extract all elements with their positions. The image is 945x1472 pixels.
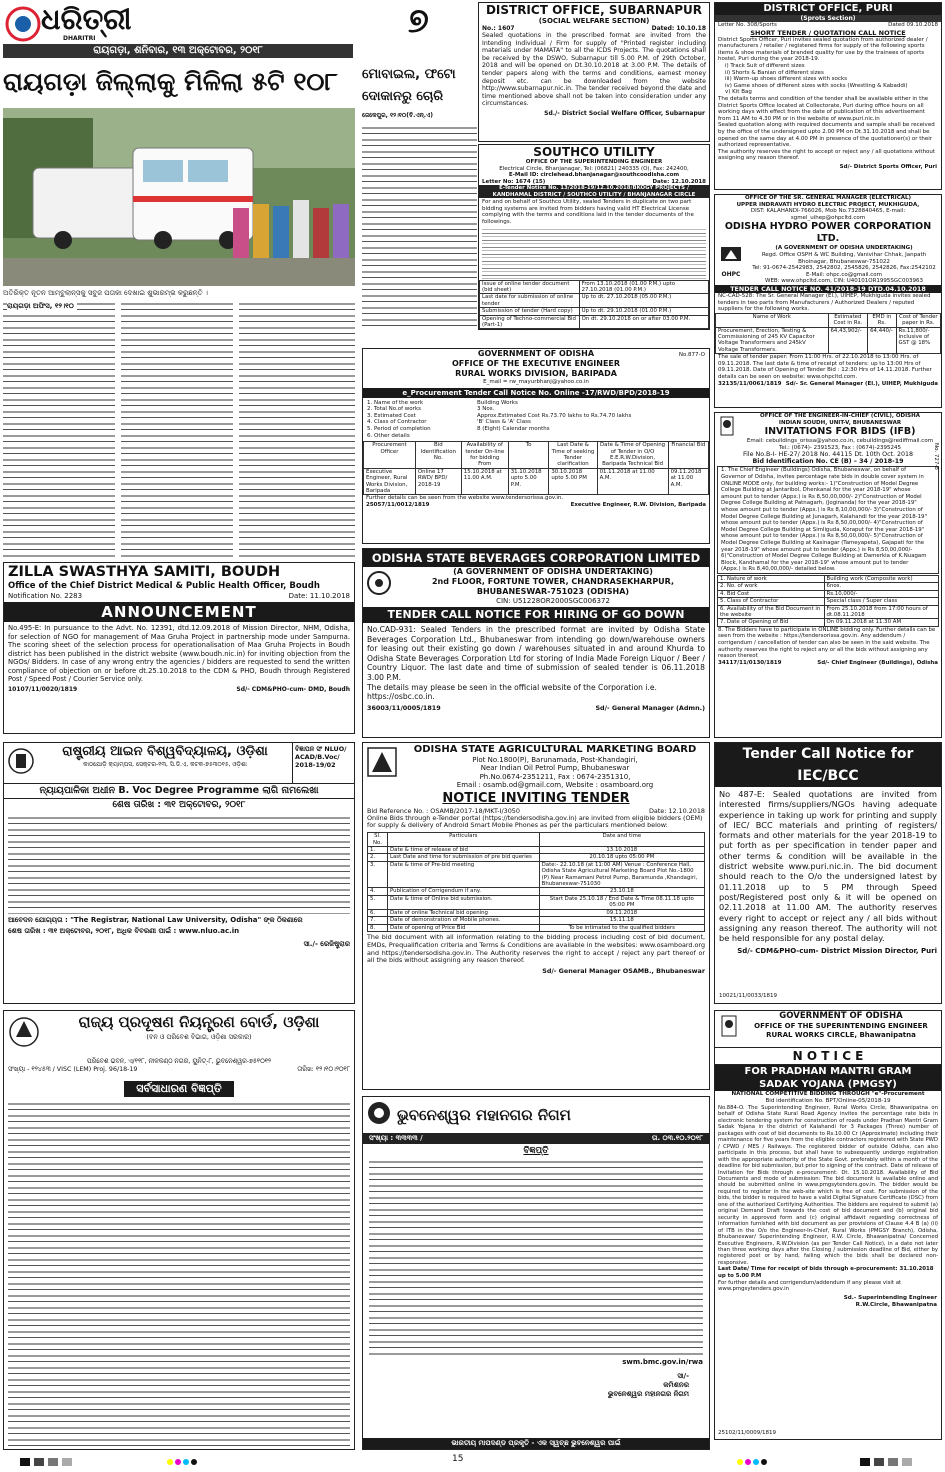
pcb-addr: ପରିବେଶ ଭବନ, ଏ/୧୧୮, ନୀଳକଣ୍ଠ ନଗର, ୟୁନିଟ୍-୮, ଭୁବନେଶ୍ୱର-୭୫୧୦୧୨ — [86, 1058, 272, 1065]
osamb-a4: Email : osamb.od@gmail.com, Website : osamboard.org — [456, 781, 654, 790]
pcb-no: ସଂଖ୍ୟା - ୧୨୪୫୩ / VISC (LEM) Proj. 96/18-19 — [8, 1066, 138, 1073]
pcb-body — [8, 1100, 350, 1450]
southco-sub2: Electrical Circle, Bhanjanagar, Tel: (06821) 240335 (O), Fax: 242400, — [499, 165, 689, 172]
ohpc-code: 32135/11/0061/1819 — [718, 380, 782, 387]
subarnapur-signature: Sd./- District Social Welfare Officer, Subarnapur — [544, 109, 705, 117]
nluo-deadline: ଶେଷ ତାରିଖ : ୩୧ ଅକ୍ଟୋବର, ୨୦୧୮ — [112, 800, 246, 810]
rwc-body: No.884-O. The Superintending Engineer, Rural Works Circle, Bhawanipatna on behalf of Odisha State Rural Road Agency invites the percentage rate bids in electronic tendering system for construction of roads under Pradhan Mantri Gram Sadak Yojana in the district of Kalahandi for 3 Packages (Three) number of packages with cost of bid documents to Rs.10.00 Cr (Approximate) including their maintenance for five years from the eligible contractors registered with State PWD / CPWD / MES / Railways. The registered bidder of outside Odisha, can also participate in this process, but shall have to subsequently undergo registration with the appropriate authority of the State Govt. preferably within a month of the deadline for bid submission, but prior to signing of the contract. Date of release of Invitation for Bids through e-procurement: Dt. 15.10.2018. Availability of Bid Documents and mode of submission: The bid document is available online and should be submitted online in www.pmgsytenders.gov.in. The bidder would be required to register in the web-site which is free of cost. For submission of the bids, the bidder is required to have a valid Digital Signature Certificate (DSC) from one of the authorized Certifying Authorities. The bidders are required to submit (a) original Demand Draft towards the cost of bid document and (b) original bid security in approved form and (c) original affidavit regarding correctness of information furnished with bid document as per provisions of Clause 4.4 B (a) (ii) of ITB in the O/o the Engineer-In-Chief, Rural Works (PMGSY Branch), Odisha, Bhubaneswar/ Superintending Engineer, R.W. Circle, Bhawanipatna/ Concerned Executive Engineers, R.W.Division (as per Tender Call Notice), in a date not later than three working days after the Closing / submission deadline of Bid, either by registered post or by hand, failing which the bids shall be declared non-responsive. — [718, 1105, 938, 1266]
southco-sub3: E-Mail ID: circlehead.bhanjanagar@southcoodisha.com — [508, 172, 680, 179]
nluo-last: ଶେଷ ତାରିଖ : ୩୧ ଅକ୍ଟୋବର, ୨୦୧୮, ଅଧିକ ବିବରଣୀ ପାଇଁ : www.nluo.ac.in — [8, 927, 240, 935]
bmc-body — [369, 1158, 703, 1358]
ohpc-logo: OHPC — [715, 245, 747, 285]
osamb-notice — [362, 742, 710, 1090]
nluo-body — [8, 814, 350, 914]
rwd-notice-title: e_Procurement Tender Call Notice No. Online -17/RWD/BPD/2018-19 — [363, 388, 709, 398]
osbc-title: ODISHA STATE BEVERAGES CORPORATION LIMITED — [363, 549, 709, 567]
osbc-sub3: BHUBANESWAR-751023 (ODISHA) — [476, 587, 630, 596]
main-headline: ରାୟଗଡ଼ା ଜିଲ୍ଲାକୁ ମିଳିଲା ୫ଟି ୧୦୮ — [3, 67, 338, 96]
ohpc-notice — [714, 194, 942, 408]
nluo-heading: ନ୍ୟାୟପାଳିକା ଅଧୀନ B. Voc Degree Programme ଲାଗି ନାମଲେଖା — [4, 784, 354, 799]
registration-marks-icon — [0, 1454, 945, 1470]
iec-code: 10021/11/0033/1819 — [719, 993, 778, 1000]
rwc-t1: GOVERNMENT OF ODISHA — [779, 1011, 903, 1021]
osamb-signature: Sd/- General Manager OSAMB., Bhubaneswar — [542, 967, 705, 976]
subarnapur-no: No.: 1607 — [482, 25, 515, 32]
bmc-heading: ବିଜ୍ଞପ୍ତି — [523, 1146, 549, 1156]
ifb-heading: INVITATIONS FOR BIDS (IFB) — [764, 426, 916, 438]
zss-sub: Office of the Chief District Medical & Public Health Officer, Boudh — [8, 581, 320, 591]
rwd-baripada-notice — [362, 348, 710, 544]
pcb-title: ରାଜ୍ୟ ପ୍ରଦୂଷଣ ନିୟନ୍ତ୍ରଣ ବୋର୍ଡ, ଓଡ଼ିଶା — [78, 1013, 320, 1031]
bmc-logo-icon — [366, 1100, 392, 1126]
osbc-sub1: (A GOVERNMENT OF ODISHA UNDERTAKING) — [453, 567, 653, 576]
rwd-title2: OFFICE OF THE EXECUTIVE ENGINEER — [451, 359, 621, 368]
rwc-web: For further details and corrigendum/addendum if any please visit at www.pmgsytenders.gov.in — [718, 1279, 902, 1293]
masthead — [3, 2, 473, 60]
print-color-bar — [0, 1454, 945, 1470]
rwc-code: 25102/11/0009/1819 — [718, 1430, 777, 1437]
puri-items: i) Track Suit of different sizes ii) Shorts & Banian of different sizes iii) Warm-up shoes different sizes with socks iv) Game shoes of different sizes with socks (Wrestling & Kabaddi) v) Kit Bag — [725, 62, 908, 96]
ohpc-tel: Tel: 91-0674-2542983, 2542802, 2545826, 2542826, Fax:2542102 — [752, 265, 936, 272]
rwd-email: E_mail = rw_mayurbhanj@yahoo.co.in — [483, 379, 589, 385]
zss-signature: Sd/- CDM&PHO-cum- DMD, Boudh — [236, 685, 350, 693]
osamb-a1: Plot No.1800(P), Barunamada, Post-Khandagiri, — [472, 756, 638, 764]
rwc-bid: Bid identification No. BPT/Online-05/2018-19 — [765, 1098, 891, 1104]
southco-letter: Letter No: 1674 (15) — [482, 178, 546, 185]
osamb-date: Date: 12.10.2018 — [648, 806, 705, 815]
zss-title: ZILLA SWASTHYA SAMITI, BOUDH — [8, 564, 281, 580]
nluo-sub: କାଠଯୋଡ଼ି କ୍ୟାମ୍ପସ, ସେକ୍ଟର-୧୩, ସି.ଡି.ଏ, କଟକ-୭୫୩୦୧୫, ଓଡ଼ିଶା — [83, 761, 247, 768]
rwd-foot: Further details can be seen from the website www.tendersorissa.gov.in. — [366, 495, 564, 502]
story-dateline: ରାୟଗଡ଼ା ଅଫିସ, ୧୨।୧୦ — [7, 302, 77, 311]
nluo-title: ରାଷ୍ଟ୍ରୀୟ ଆଇନ ବିଶ୍ୱବିଦ୍ୟାଳୟ, ଓଡ଼ିଶା — [62, 744, 268, 759]
puri-subtitle: (Sprots Section) — [715, 15, 941, 22]
puri-body4: The authority reserves the right to accept or reject any / all quotations without assigning any reason thereof. — [718, 148, 936, 162]
osbc-signature: Sd/- General Manager (Admn.) — [595, 703, 705, 712]
ohpc-addr: Regd. Office OSPH & WC Building, Vanivihar Chhak, Janpath Bhoinagar, Bhubaneswar-751022 — [761, 251, 927, 265]
southco-body: For and on behalf of Southco Utility, sealed Tenders in duplicate on two part bidding systems are invited from bidders having valid HT Electrical License complying with the terms and conditions laid in the tender documents of the followings. — [482, 199, 694, 225]
logo-sub: DHARITRI — [63, 35, 96, 42]
rwd-title1: GOVERNMENT OF ODISHA — [477, 349, 595, 358]
side-dateline: ଜେକେପୁର, ୧୨।୧୦(ବି.ଏନ୍.ଏ) — [362, 112, 433, 119]
southco-notice — [478, 144, 710, 330]
osamb-a3: Ph.No.0674-2351211, Fax : 0674-2351310, — [479, 772, 631, 781]
rwc-bhawanipatna-notice — [714, 1010, 942, 1440]
ohpc-signature: Sd/- Sr. General Manager (El.), UIHEP, Mukhiguda — [785, 380, 938, 387]
pcb-notice — [3, 1010, 355, 1450]
main-story-body — [3, 300, 355, 558]
bmc-no: ସଂଖ୍ୟା : ୩୩୩୩ / — [369, 1134, 423, 1142]
nluo-adv-no: ବିଜ୍ଞାପନ ସଂ NLUO/ ACAD/B.Voc/ 2018-19/02 — [292, 743, 354, 783]
ohpc-top2: UPPER INDRAVATI HYDRO ELECTRIC PROJECT, MUKHIGUDA, — [736, 201, 920, 208]
nluo-notice — [3, 742, 355, 1004]
pcb-heading: ସର୍ବସାଧାରଣ ବିଜ୍ଞପ୍ତି — [124, 1081, 233, 1097]
zss-body: No.495-E: In pursuance to the Advt. No. 12391, dtd.12.09.2018 of Mission Director, NHM, Odisha, for selection of NGO for management of Maa Gruha Project in partnership mode under Sampurna. The scoring sheet of the selection process for operationalisation of Maa Gruha Projects in Boudh district has been published in the district website (www.boudh.nic.in) for inviting objection from the NGOs/ Bidders. In case of any wrong entry the agencies / bidders are requested to send the written compliance of objection on or before dt.25.10.2018 to the CDM & PHO, Boudh through Registered Post / Speed Post / Courier Service only. — [8, 624, 350, 683]
zss-date: Date: 11.10.2018 — [288, 592, 350, 600]
osbc-cin: CIN: U51228OR2000SGC006372 — [496, 597, 610, 605]
ifb-t2: INDIAN SOUDH, UNIT-V, BHUBANESWAR — [778, 419, 902, 426]
rwc-signature-block: Sd.- Superintending Engineer R.W.Circle, Bhawanipatna — [843, 1294, 937, 1308]
rwd-title3: RURAL WORKS DIVISION, BARIPADA — [455, 369, 617, 378]
puri-body: District Sports Officer, Puri invites sealed quotation from authorized dealer / manufacturers / retailer / registered firms for supply of the following sports items & shoe materials of branded quality for use by the trainees of sports hostel, Puri during the year 2018-19. — [718, 36, 928, 63]
govt-emblem-icon — [717, 415, 737, 439]
subarnapur-subtitle: (SOCIAL WELFARE SECTION) — [538, 17, 650, 25]
ifb-no: No. 727-B — [933, 443, 939, 470]
bmc-notice — [362, 1096, 710, 1450]
nluo-logo-icon — [7, 746, 35, 776]
ambulance-photo-image — [3, 108, 355, 286]
osamb-title: ODISHA STATE AGRICULTURAL MARKETING BOARD — [413, 744, 697, 755]
zss-code: 10107/11/0020/1819 — [8, 685, 78, 693]
puri-letter-no: Letter No. 308/Sports — [718, 22, 777, 28]
ohpc-nc: NC-CAD-528: The Sr. General Manager (El.), UIHEP, Mukhiguda invites sealed tenders in two parts from Manufacturers / Authorized Dealers / reputed suppliers for the following works. — [718, 292, 931, 313]
ohpc-sub: (A GOVERNMENT OF ODISHA UNDERTAKING) — [775, 245, 913, 252]
ifb-bid: Bid Identification No. CE (B) – 34 / 2018-19 — [752, 458, 904, 466]
pcb-logo-icon — [8, 1015, 40, 1049]
ifb-signature: Sd/- Chief Engineer (Buildings), Odisha — [817, 659, 938, 666]
nluo-addr: ଆବେଦନ ଯୋଗ୍ୟତା : "The Registrar, National Law University, Odisha" ଙ୍କ ଠିକଣାରେ — [8, 916, 303, 924]
osamb-bidref: Bid Reference No. : OSAMB/2017-18/MKT-I/3050 — [367, 806, 520, 815]
osbc-logo — [363, 567, 397, 605]
subarnapur-title: DISTRICT OFFICE, SUBARNAPUR — [485, 3, 703, 17]
page-number: ୭ — [408, 1, 429, 41]
ifb-table: 1. Nature of work Building work (Composite work) 2. No. of work 6nos. 4. Bid Cost Rs.10,000/- 5. Class of Contractor Special class / Super class 6. Availability of the Bid Document in the website From 25.10.2018 from 17:00 hours of dt.08.11.2018 7. Date of Opening of Bid On 09.11.2018 at 11.30 AM — [717, 575, 939, 627]
ohpc-top3: DIST: KALAHANDI-766026, Mob No.7328840465, E-mail: sgmel_uihep@ohpcltd.com — [750, 208, 906, 221]
pcb-sub: (ବନ ଓ ପରିବେଶ ବିଭାଗ, ଓଡ଼ିଶା ସରକାର) — [146, 1033, 252, 1041]
ifb-t1: OFFICE OF THE ENGINEER-IN-CHIEF (CIVIL), ODISHA — [760, 413, 920, 419]
subarnapur-date: Dated: 10.10.18 — [651, 25, 706, 32]
side-headline: ମୋବାଇଲ, ଫଟୋ ଦୋକାନରୁ ଚୋରି — [362, 67, 456, 104]
zss-heading: ANNOUNCEMENT — [4, 602, 354, 622]
bmc-footer: ଭାରତୀୟ ମାପଦଣ୍ଡ ପ୍ରକୃତି - ଏକ ସ୍ୱଚ୍ଛ ଭୁବନେଶ୍ୱର ପାଇଁ — [363, 1438, 709, 1449]
subarnapur-body: Sealed quotations in the prescribed format are invited from the Intending Individual / Firm for supply of "Printed register including materials under MAMATA" to all the ICDS Projects. The quotations shall be received by the DSWO, Subarnapur till 5.00 P.M. of 29th October, 2018 and will be opened on Dt.30.10.2018 at 3.00 P.M. The details of tender papers along with the terms and conditions, earnest money deposit etc. can be downloaded from the website http://www.subarnapur.nic.in. The tender received beyond the date and time mentioned above shall not be taken into consideration under any circumstances. — [482, 32, 706, 108]
zss-notif: Notification No. 2283 — [8, 592, 83, 600]
ohpc-notice-no: TENDER CALL NOTICE NO. 41/2018-19 DTD.04.10.2018 — [715, 285, 941, 293]
ohpc-web2: WEB: www.ohpcltd.com, CIN: U40101OR1995SGC003963 — [765, 278, 923, 285]
bmc-web: swm.bmc.gov.in/rwa — [622, 1358, 703, 1366]
ohpc-logo-icon — [719, 245, 743, 267]
osamb-body: Online Bids through e-Tender portal (https://tendersodisha.gov.in) are invited from eligible bidders (OEM) for supply & delivery of Android Smart Mobile Phones as per the particulars mentioned below: — [367, 813, 703, 830]
rwc-heading: N O T I C E — [715, 1047, 941, 1065]
osamb-foot: The bid document with all information relating to the bidding process including cost of bid document, EMDs, Prequalification criteria and Terms & Conditions are available in the websites: www.osamboard.org and https://tendersodisha.gov.in. The Authority reserves the right to accept / reject any part thereof or all the bids without assigning any reason thereof. — [367, 932, 705, 965]
rwd-code: 25057/11/0012/1819 — [366, 502, 430, 508]
iec-bcc-notice — [714, 742, 942, 1004]
rwc-sub: NATIONAL COMPETITIVE BIDDING THROUGH "e"-Procurement — [731, 1091, 925, 1097]
osbc-sub2: 2nd FLOOR, FORTUNE TOWER, CHANDRASEKHARPUR, — [431, 577, 675, 586]
southco-sub1: OFFICE OF THE SUPERINTENDING ENGINEER — [525, 159, 663, 165]
iec-signature: Sd/- CDM&PHO-cum- District Mission Director, Puri — [737, 947, 937, 956]
southco-title: SOUTHCO UTILITY — [533, 145, 655, 159]
puri-body3: Sealed quotation along with required documents and sample shall be received by the office of the undersigned upto 2.00 PM on Dt.31.10.2018 and shall be opened on the same day at 4.00 PM in presence of the quotationer(s) or their authorized representative. — [718, 122, 935, 149]
subarnapur-notice — [478, 2, 710, 142]
ohpc-web: E-Mail: ohpc.co@gmail.com — [805, 271, 882, 278]
ohpc-table: Name of Work Estimated Cost in Rs. EMD in Rs. Cost of Tender paper in Rs. Procurement, Erection, Testing & Commissioning of 245 KV Capacitor Voltage Transformers and 245kV Voltage Transformers. 64,43,902/- 64,440/- Rs.11,800/- inclusive of GST @ 18% — [715, 313, 941, 354]
ifb-foot: 8. The Bidders have to participate in ONLINE bidding only. Further details can be seen from the website : https://tendersorissa.gov.in. Any addendum / corrigendum / cancellation of tender can also be seen in the said website. The authority reserves the right to reject any or all the bids without assigning any reason thereof. — [718, 626, 936, 660]
osbc-notice-title: TENDER CALL NOTICE FOR HIRING OF GO DOWN — [363, 607, 709, 623]
footer-page-number: 15 — [452, 1454, 464, 1464]
iec-body: No 487-E: Sealed quotations are invited from interested firms/suppliers/NGOs having adequate experience in taking up work for printing and supply of IEC/ BCC materials and printing of registers/ formats and other materials for the year 2018-19 to put forth as per specification in tender paper and other terms & condition will be available in the district website www.puri.nic.in. The bid document should reach to the O/o the undersigned latest by 01.11.2018 up to 5 PM through Speed post/Registered post only & it will be opened on 02.11.2018 at 11.00 AM. The authority reserves every right to accept or reject any / all bids without assigning any reason thereof. The authority will not be held responsible for any postal delay. — [719, 789, 937, 944]
side-story-body — [362, 124, 477, 330]
puri-signature: Sd/- District Sports Officer, Puri — [839, 163, 937, 170]
rwc-band1: FOR PRADHAN MANTRI GRAM — [715, 1065, 941, 1078]
osbc-body2: The details may please be seen in the official website of the Corporation i.e. https://osbc.co.in. — [367, 682, 657, 702]
rwc-t3: RURAL WORKS CIRCLE, Bhawanipatna — [766, 1031, 916, 1039]
rwd-no: No.877-O — [678, 352, 705, 358]
osamb-logo-icon — [366, 746, 398, 778]
logo-text: ଧରିତ୍ରୀ — [41, 2, 132, 36]
puri-sports-notice — [714, 2, 942, 190]
southco-date: Date: 12.10.2018 — [652, 178, 706, 185]
puri-heading: SHORT TENDER / QUOTATION CALL NOTICE — [750, 28, 906, 37]
southco-notice-no: E-Tender Notice No. 13/2018-19/12.10.2018/BKOGY PROJECTS / KANDHAMAL DISTRICT / SOUTHCO UTILITY / BHANJANAGAR CIRCLE — [479, 185, 709, 198]
ifb-body: 1. The Chief Engineer (Buildings) Odisha, Bhubaneswar, on behalf of Governor of Odisha, invites percentage rate bids in double cover system in ONLINE MODE only, for building works:- 1)"Construction of Model Degree College Building at Jantaribol, Dhenkanal for the year 2018-19" whose amount put to tender (Appx.) is Rs 8,50,00,000/- 2)"Construction of Model Degree College Building at Patnagarh, (Joginanda) for the year 2018-19" whose amount put to tender (Appx.) is Rs 8,10,00,000/- 3)"Construction of Model Degree College Building at Junagarh, Kalahandi for the year 2018-19" whose amount put to tender (Appx.) is Rs 8,50,00,000/- 4)"Construction of Model Degree College Building at Simliguda, Koraput for the year 2018-19" whose amount put to tender (Appx.) is Rs 8,50,00,000/- 5)"Construction of Model Degree College Building at Kasinagar (Tameyapeta), Gajapati for the year 2018-19" whose amount put to tender (Appx.) is Rs 8,50,00,000/- 6)"Construction of Model Degree College Building at Damerkia of K.Nuagam Block, Kandhamal for the year 2018-19" whose amount put to tender (Appx.) is Rs 8,40,00,000/- detailed below. — [717, 466, 939, 574]
bmc-date: ତା. ୦୩.୧୦.୨୦୧୮ — [651, 1134, 703, 1142]
ifb-file: File No.B-I- HE-27/ 2018 No. 44115 Dt. 10th Oct. 2018 — [742, 451, 914, 459]
rwc-last: Last Date/ Time for receipt of bids through e-procurement: 31.10.2018 up to 5.00 P.M — [718, 1266, 934, 1279]
bmc-title: ଭୁବନେଶ୍ୱର ମହାନଗର ନିଗମ — [397, 1106, 571, 1124]
ohpc-title: ODISHA HYDRO POWER CORPORATION LTD. — [724, 221, 932, 245]
ifb-tel: Tel.: (0674)- 2391523, Fax : (0674)-2395245 — [778, 444, 902, 451]
rwd-table: Procurement Officer Bid Identification No. Availability of tender On-line for bidding From To Last Date & Time of seeking Tender clarification Date & Time of Opening of Tender in O/O E.E.R.W.Division, Baripada Technical Bid Financial Bid Executive Engineer, Rural Works Division, Baripada Online 17 RWD/ BPD/ 2018-19 15.10.2018 at 11.00 A.M. 31.10.2018 upto 5.00 P.M. 30.10.2018 upto 5.00 PM 01.11.2018 at 11.00 A.M. 09.11.2018 at 11.00 A.M. — [363, 441, 709, 495]
rwc-band2: SADAK YOJANA (PMGSY) — [715, 1078, 941, 1091]
bmc-signature-block: ସା/- କମିଶନର ଭୁବନେଶ୍ୱର ମହାନଗର ନିଗମ — [607, 1372, 689, 1398]
ifb-email: Email: cebuildings_orissa@yahoo.co.in, cebuildings@rediffmail.com — [746, 438, 934, 445]
photo-caption: ଅତିରିକ୍ତ ନୂତନ ଆମ୍ବୁଲାନ୍ସକୁ ସବୁଜ ପତାକା ଦେଖାଇ ଶୁଭାରମ୍ଭ କରୁଛନ୍ତି । — [3, 289, 208, 297]
govt-emblem-icon-2 — [718, 1014, 740, 1040]
puri-title: DISTRICT OFFICE, PURI — [715, 3, 941, 15]
rwc-t2: OFFICE OF THE SUPERINTENDING ENGINEER — [754, 1022, 928, 1030]
ifb-notice — [714, 412, 942, 738]
zss-boudh-notice — [3, 562, 355, 734]
osamb-a2: Near Indian Oil Petrol Pump, Bhubaneswar — [480, 764, 630, 773]
osbc-body: No.CAD-931: Sealed Tenders in the prescribed format are invited by Odisha State Beverages Corporation Ltd., Bhubaneswar from intending go down/warehouse owners for leasing out their existing go down / warehouses situated in and around Khurda to Odisha State Beverages Corporation Ltd for storing of India Made Foreign Liquor / Beer / Country Liquor. The last date and time of submission of sealed tender is 06.11.2018 3.00 P.M. — [367, 625, 705, 682]
rwd-signature: Executive Engineer, R.W. Division, Baripada — [570, 502, 706, 508]
ifb-code: 34117/11/0130/1819 — [718, 659, 782, 666]
puri-body2: The details terms and condition of the tender shall be available either in the District Sports Office located at Collectorate, Puri during office hours on all working days with effect from the date of publication of this advertisement from 11 AM to 4.30 PM or in the website of www.puri.nic.in — [718, 95, 929, 122]
rwd-details: 1. Name of the work Building Works 2. Total No.of works 3 Nos. 3. Estimated Cost Approx.Estimated Cost Rs.73.70 lakhs to Rs.74.70 lakhs 4. Class of Contractor 'B' Class & 'A' Class 5. Period of completion 8 (Eight) Calendar months 6. Other details — [367, 399, 632, 439]
southco-table: Issue of online tender document (bid sheet) From 13.10.2018 (01.00 P.M.) upto 27.10.2018 (01.00 P.M.) Last date for submission of online tender Up to dt. 27.10.2018 (05.00 P.M.) Submission of tender (Hard copy) Up to dt. 29.10.2018 (01.00 P.M.) Opening of Techno-commercial Bid (Part-1) On dt. 29.10.2018 on or after 03.00 P.M. — [479, 280, 709, 330]
osamb-heading: NOTICE INVITING TENDER — [442, 790, 630, 806]
nluo-signature: ସା./- ରେଜିଷ୍ଟ୍ରାର — [303, 940, 350, 948]
newspaper-logo — [3, 2, 153, 44]
osbc-logo-icon — [366, 570, 392, 596]
osbc-notice — [362, 548, 710, 738]
pcb-date: ତାରିଖ: ୧୨।୧୦।୨୦୧୮ — [297, 1066, 350, 1073]
puri-date: Dated 09.10.2018 — [888, 22, 938, 28]
ohpc-top1: OFFICE OF THE SR. GENERAL MANAGER (ELECTRICAL) — [744, 195, 912, 201]
main-story-photo — [3, 108, 355, 286]
ohpc-foot: The sale of tender paper: From 11:00 Hrs. of 22.10.2018 to 13:00 Hrs. of 09.11.2018. The last date & time of receipt of tenders: up to 13:00 Hrs of 09.11.2018. Date of Opening of Tender Bid : 12:30 Hrs of 14.11.2018. Further details can be seen on website: www.ohpcltd.com. — [718, 354, 932, 380]
iec-title: Tender Call Notice for IEC/BCC — [715, 743, 941, 787]
osamb-table: Sl. No. Particulars Date and time 1. Date & time of release of bid 13.10.2018 2. Last Date and time for submission of pre bid queries 20.10.18 upto 05:00 PM 3. Date & time of Pre-bid meeting Date:- 22.10.18 (at 11:00 AM) Venue : Conference Hall, Odisha State Agricultural Marketing Board Plot No.-1800 (P) Near Ramamani Petrol Pump, Baramunda ,Khandagiri, Bhubaneswar-751030 4. Publication of Corrigendum if any. 23.10.18 5. Date & time of Online bid submission. Start Date 25.10.18 / End Date & Time 08.11.18 upto 05:00 PM 6. Date of online Technical bid opening 09.11.2018 7. Date of demonstration of Mobile phones. 15.11.18 8. Date of opening of Price Bid To be intimated to the qualified bidders — [367, 832, 705, 932]
dateline-bar: ରାୟଗଡ଼ା, ଶନିବାର, ୧୩ ଅକ୍ଟୋବର, ୨୦୧୮ — [3, 44, 353, 58]
osbc-code: 36003/11/0005/1819 — [367, 703, 441, 712]
